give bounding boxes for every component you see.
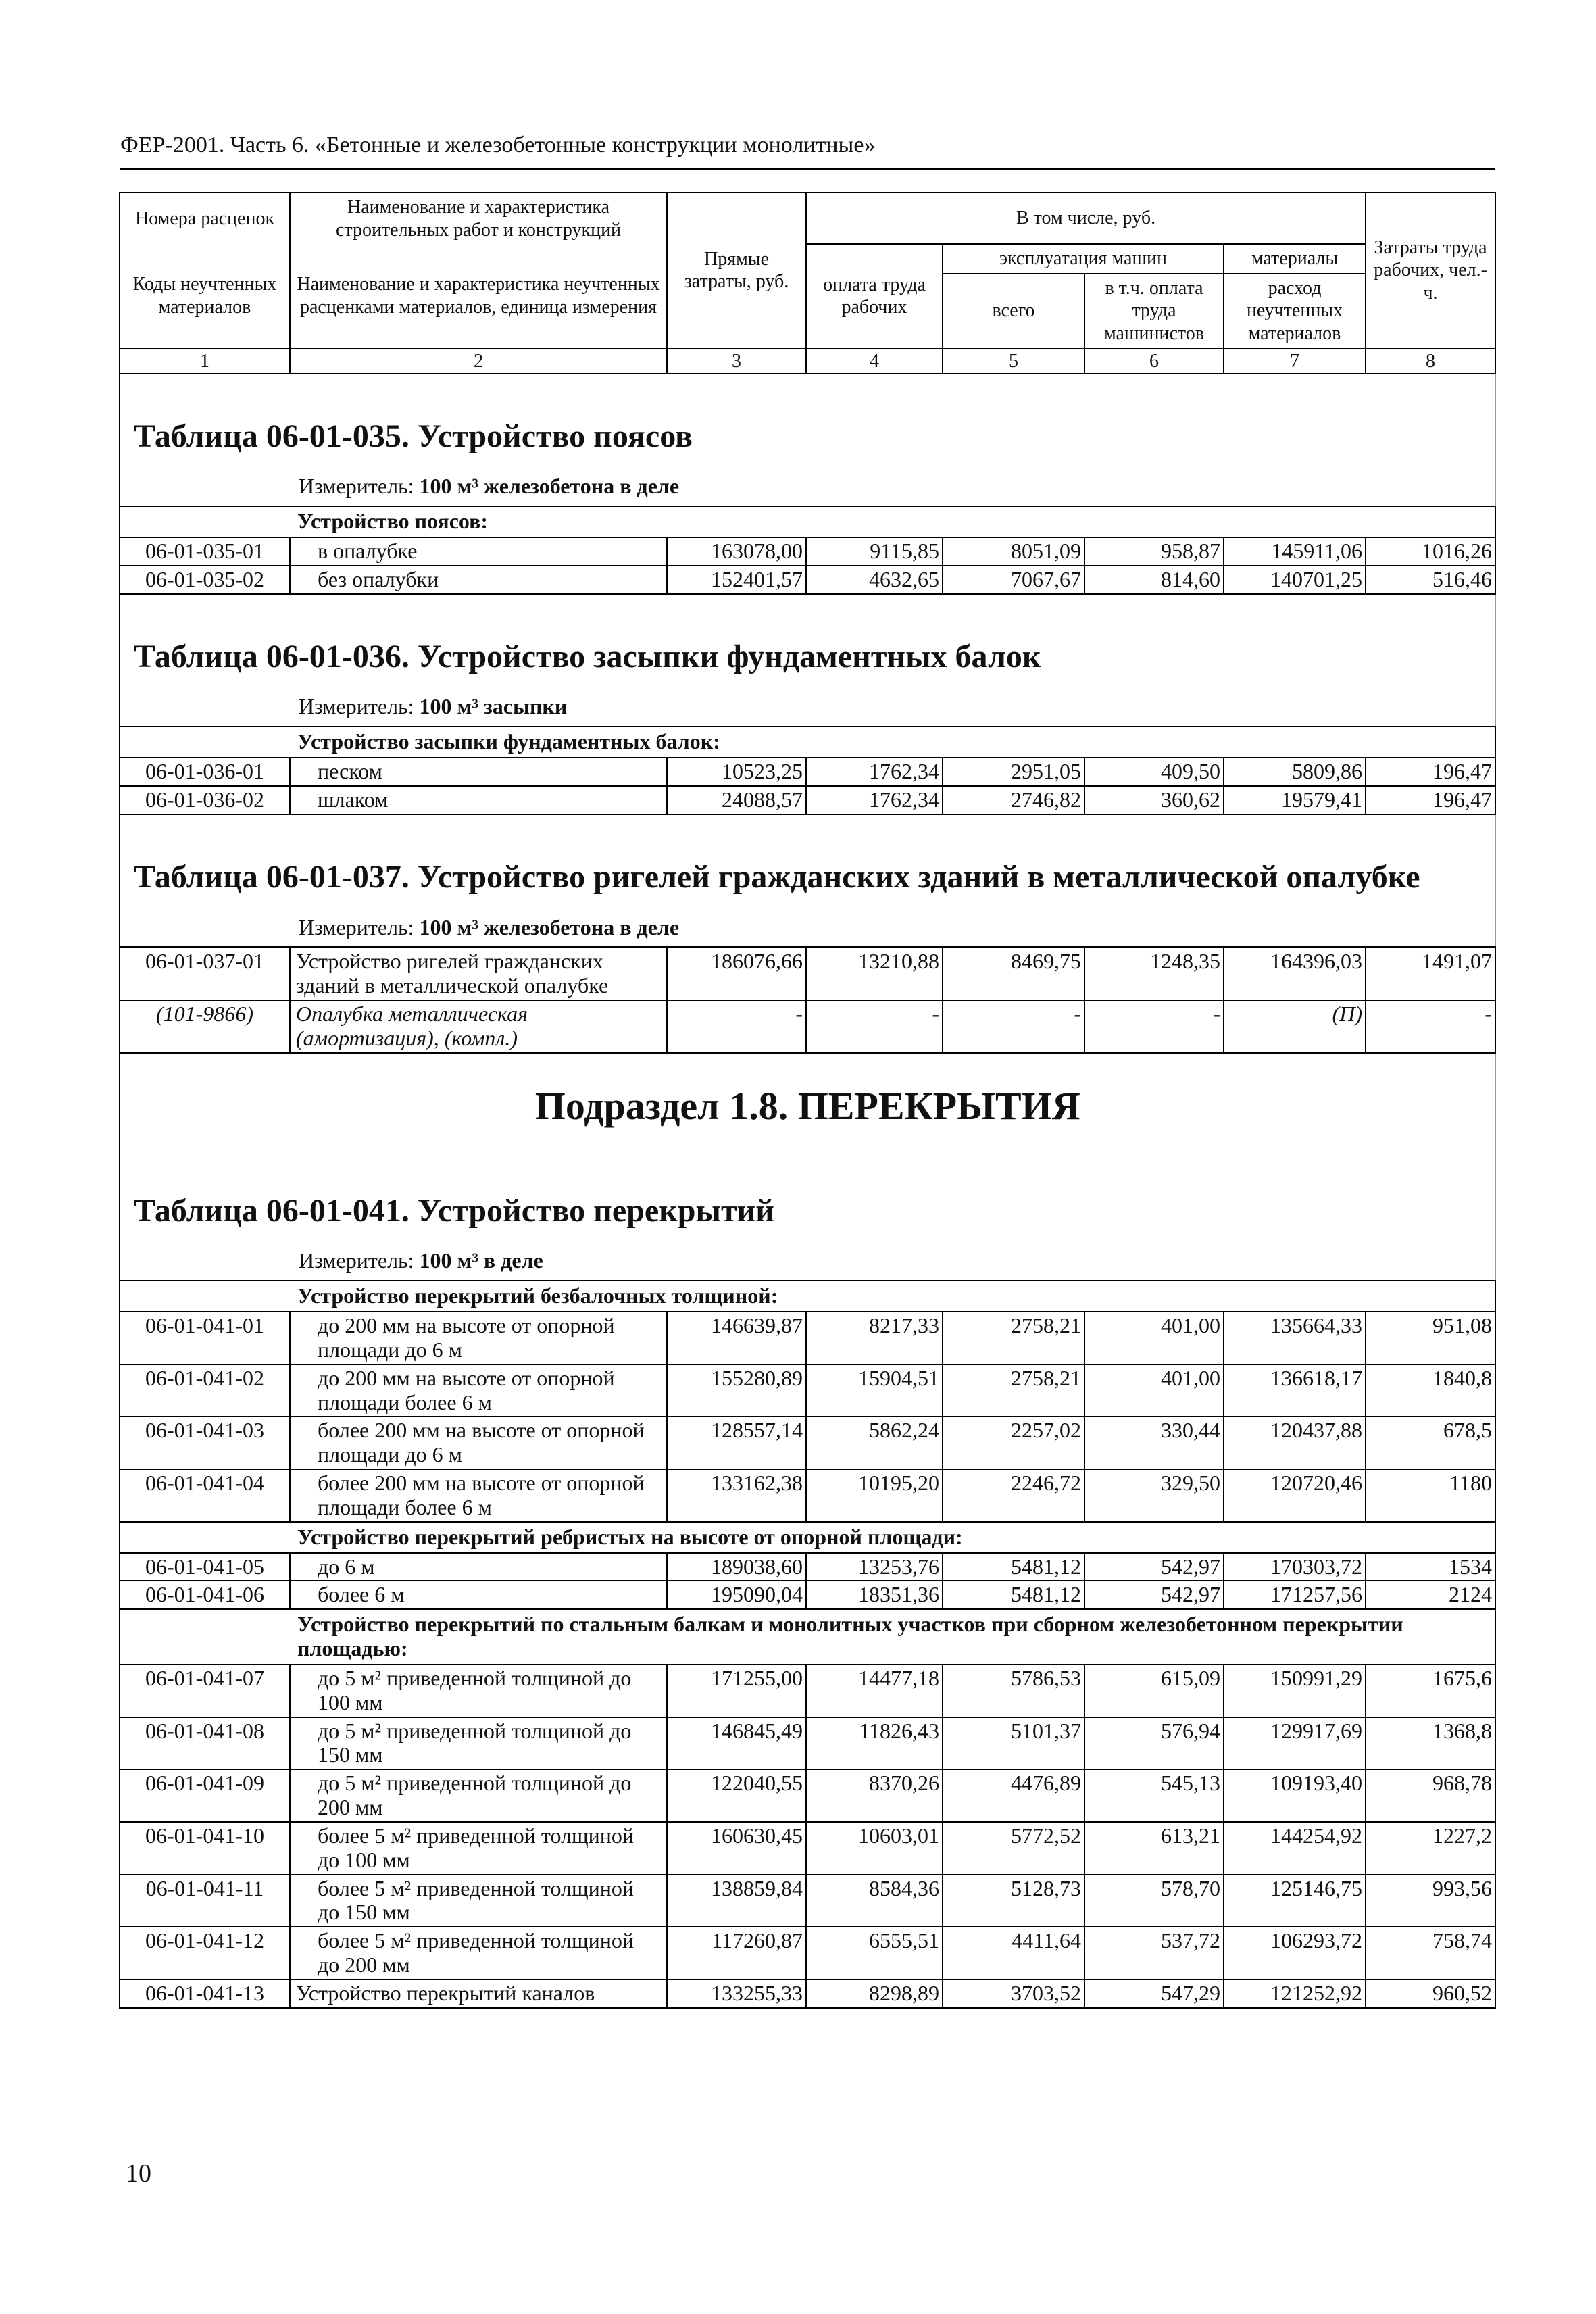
value-c4: 13210,88 bbox=[806, 947, 943, 1000]
table-body bbox=[120, 193, 1495, 2008]
value-c7: 19579,41 bbox=[1224, 786, 1366, 814]
header-col2-bottom: Наименование и характеристика неучтенных расценками материалов, единица измерения bbox=[290, 244, 667, 348]
value-c6: 329,50 bbox=[1084, 1469, 1224, 1522]
rate-name: Устройство ригелей гражданских зданий в металлической опалубке bbox=[290, 947, 667, 1000]
group-heading: Устройство перекрытий безбалочных толщиной: bbox=[120, 1281, 1495, 1312]
rate-name: до 200 мм на высоте от опорной площади до 6 м bbox=[290, 1312, 667, 1364]
rate-code: 06-01-041-01 bbox=[120, 1312, 290, 1364]
value-c7: 144254,92 bbox=[1224, 1822, 1366, 1875]
value-c4: 13253,76 bbox=[806, 1553, 943, 1581]
value-c5: 5786,53 bbox=[943, 1665, 1084, 1717]
value-c4: 10195,20 bbox=[806, 1469, 943, 1522]
value-c7: 129917,69 bbox=[1224, 1717, 1366, 1770]
value-c7: 145911,06 bbox=[1224, 537, 1366, 566]
table-row bbox=[120, 1312, 1495, 1364]
rate-name: более 5 м² приведенной толщиной до 100 мм bbox=[290, 1822, 667, 1875]
rate-code: 06-01-041-07 bbox=[120, 1665, 290, 1717]
table-row bbox=[120, 1717, 1495, 1770]
value-c3: 10523,25 bbox=[667, 758, 806, 786]
value-c7: 164396,03 bbox=[1224, 947, 1366, 1000]
rate-name: Устройство перекрытий каналов bbox=[290, 1979, 667, 2008]
rate-name: до 5 м² приведенной толщиной до 200 мм bbox=[290, 1769, 667, 1822]
value-c8: 1227,2 bbox=[1366, 1822, 1495, 1875]
meter-036 bbox=[120, 688, 1495, 727]
group-heading: Устройство засыпки фундаментных балок: bbox=[120, 727, 1495, 758]
meter-037 bbox=[120, 909, 1495, 947]
value-c5: 7067,67 bbox=[943, 566, 1084, 594]
meter-label: Измеритель: bbox=[299, 1248, 414, 1273]
value-c5: 2758,21 bbox=[943, 1364, 1084, 1417]
group-heading-row bbox=[120, 1609, 1495, 1665]
value-c3: 24088,57 bbox=[667, 786, 806, 814]
group-heading: Устройство перекрытий по стальным балкам и монолитных участков при сборном железобетонном перекрытии площадью: bbox=[120, 1609, 1495, 1665]
value-c7: (П) bbox=[1224, 1000, 1366, 1053]
table-title-041-row bbox=[120, 1149, 1495, 1243]
column-numbers-row bbox=[120, 349, 1495, 374]
table-title-036-row bbox=[120, 594, 1495, 689]
value-c4: 10603,01 bbox=[806, 1822, 943, 1875]
value-c5: 4411,64 bbox=[943, 1927, 1084, 1979]
value-c4: 8584,36 bbox=[806, 1875, 943, 1927]
header-labor: Затраты труда рабочих, чел.-ч. bbox=[1366, 193, 1495, 349]
value-c5: 3703,52 bbox=[943, 1979, 1084, 2008]
rate-name: Опалубка металлическая (амортизация), (компл.) bbox=[290, 1000, 667, 1053]
value-c6: 576,94 bbox=[1084, 1717, 1224, 1770]
value-c7: 171257,56 bbox=[1224, 1581, 1366, 1609]
group-heading-row bbox=[120, 506, 1495, 537]
value-c7: 150991,29 bbox=[1224, 1665, 1366, 1717]
rate-name: более 6 м bbox=[290, 1581, 667, 1609]
meter-value: 100 м³ железобетона в деле bbox=[419, 474, 680, 499]
value-c4: 9115,85 bbox=[806, 537, 943, 566]
value-c6: 401,00 bbox=[1084, 1364, 1224, 1417]
value-c6: 542,97 bbox=[1084, 1581, 1224, 1609]
value-c3: 163078,00 bbox=[667, 537, 806, 566]
value-c7: 125146,75 bbox=[1224, 1875, 1366, 1927]
meter-036-row bbox=[120, 688, 1495, 727]
table-title-037: Таблица 06-01-037. Устройство ригелей гражданских зданий в металлической опалубке bbox=[120, 814, 1495, 909]
rate-name: без опалубки bbox=[290, 566, 667, 594]
value-c6: 1248,35 bbox=[1084, 947, 1224, 1000]
value-c8: 993,56 bbox=[1366, 1875, 1495, 1927]
value-c4: 8298,89 bbox=[806, 1979, 943, 2008]
value-c3: 171255,00 bbox=[667, 1665, 806, 1717]
value-c5: 2758,21 bbox=[943, 1312, 1084, 1364]
column-number: 4 bbox=[806, 349, 943, 374]
header-materials: материалы bbox=[1224, 244, 1366, 274]
table-row bbox=[120, 1875, 1495, 1927]
meter-label: Измеритель: bbox=[299, 914, 414, 939]
value-c4: 8217,33 bbox=[806, 1312, 943, 1364]
rate-name: до 200 мм на высоте от опорной площади более 6 м bbox=[290, 1364, 667, 1417]
rate-name: до 6 м bbox=[290, 1553, 667, 1581]
value-c6: 615,09 bbox=[1084, 1665, 1224, 1717]
value-c8: 1534 bbox=[1366, 1553, 1495, 1581]
value-c3: 122040,55 bbox=[667, 1769, 806, 1822]
header-machines-total: всего bbox=[943, 274, 1084, 349]
rate-name: в опалубке bbox=[290, 537, 667, 566]
table-row bbox=[120, 1665, 1495, 1717]
rate-code: 06-01-041-13 bbox=[120, 1979, 290, 2008]
value-c8: 196,47 bbox=[1366, 758, 1495, 786]
value-c5: 5772,52 bbox=[943, 1822, 1084, 1875]
page-number: 10 bbox=[126, 2159, 151, 2188]
table-title-041: Таблица 06-01-041. Устройство перекрытий bbox=[120, 1149, 1495, 1243]
rate-name: более 5 м² приведенной толщиной до 200 мм bbox=[290, 1927, 667, 1979]
header-row-1 bbox=[120, 193, 1495, 244]
value-c8: 968,78 bbox=[1366, 1769, 1495, 1822]
rate-code: 06-01-041-06 bbox=[120, 1581, 290, 1609]
value-c4: 8370,26 bbox=[806, 1769, 943, 1822]
value-c4: 18351,36 bbox=[806, 1581, 943, 1609]
rate-name: песком bbox=[290, 758, 667, 786]
value-c8: 1675,6 bbox=[1366, 1665, 1495, 1717]
price-table bbox=[119, 192, 1496, 2009]
value-c7: 121252,92 bbox=[1224, 1979, 1366, 2008]
value-c3: 160630,45 bbox=[667, 1822, 806, 1875]
value-c3: - bbox=[667, 1000, 806, 1053]
table-row bbox=[120, 786, 1495, 814]
value-c7: 5809,86 bbox=[1224, 758, 1366, 786]
value-c4: - bbox=[806, 1000, 943, 1053]
group-heading-row bbox=[120, 1281, 1495, 1312]
value-c6: 545,13 bbox=[1084, 1769, 1224, 1822]
column-number: 8 bbox=[1366, 349, 1495, 374]
meter-label: Измеритель: bbox=[299, 474, 414, 499]
value-c8: 1016,26 bbox=[1366, 537, 1495, 566]
value-c3: 138859,84 bbox=[667, 1875, 806, 1927]
header-wages: оплата труда рабочих bbox=[806, 244, 943, 348]
rate-code: 06-01-041-10 bbox=[120, 1822, 290, 1875]
value-c3: 133162,38 bbox=[667, 1469, 806, 1522]
value-c3: 128557,14 bbox=[667, 1417, 806, 1469]
table-row bbox=[120, 947, 1495, 1000]
header-row-2 bbox=[120, 244, 1495, 274]
rate-code: 06-01-035-02 bbox=[120, 566, 290, 594]
rate-code: 06-01-041-03 bbox=[120, 1417, 290, 1469]
rate-name: шлаком bbox=[290, 786, 667, 814]
value-c5: 5481,12 bbox=[943, 1553, 1084, 1581]
value-c6: - bbox=[1084, 1000, 1224, 1053]
rate-name: до 5 м² приведенной толщиной до 100 мм bbox=[290, 1665, 667, 1717]
rate-code: 06-01-041-11 bbox=[120, 1875, 290, 1927]
value-c5: 8469,75 bbox=[943, 947, 1084, 1000]
value-c6: 542,97 bbox=[1084, 1553, 1224, 1581]
value-c6: 547,29 bbox=[1084, 1979, 1224, 2008]
value-c7: 135664,33 bbox=[1224, 1312, 1366, 1364]
group-heading-row bbox=[120, 1522, 1495, 1553]
value-c7: 106293,72 bbox=[1224, 1927, 1366, 1979]
table-row bbox=[120, 537, 1495, 566]
value-c6: 958,87 bbox=[1084, 537, 1224, 566]
value-c7: 120720,46 bbox=[1224, 1469, 1366, 1522]
value-c3: 146845,49 bbox=[667, 1717, 806, 1770]
value-c8: 951,08 bbox=[1366, 1312, 1495, 1364]
value-c4: 1762,34 bbox=[806, 786, 943, 814]
value-c4: 11826,43 bbox=[806, 1717, 943, 1770]
meter-value: 100 м³ в деле bbox=[419, 1248, 543, 1273]
value-c7: 170303,72 bbox=[1224, 1553, 1366, 1581]
header-col1-bottom: Коды неучтенных материалов bbox=[120, 244, 290, 348]
meter-035-row bbox=[120, 468, 1495, 506]
rate-code: 06-01-037-01 bbox=[120, 947, 290, 1000]
meter-label: Измеритель: bbox=[299, 694, 414, 719]
rate-code: 06-01-041-05 bbox=[120, 1553, 290, 1581]
value-c3: 155280,89 bbox=[667, 1364, 806, 1417]
value-c6: 578,70 bbox=[1084, 1875, 1224, 1927]
meter-041-row bbox=[120, 1242, 1495, 1281]
header-col2-top: Наименование и характеристика строительных работ и конструкций bbox=[290, 193, 667, 244]
value-c4: 6555,51 bbox=[806, 1927, 943, 1979]
column-number: 2 bbox=[290, 349, 667, 374]
header-direct-costs: Прямые затраты, руб. bbox=[667, 193, 806, 349]
value-c4: 15904,51 bbox=[806, 1364, 943, 1417]
rate-code: 06-01-035-01 bbox=[120, 537, 290, 566]
table-row bbox=[120, 758, 1495, 786]
table-title-035: Таблица 06-01-035. Устройство поясов bbox=[120, 374, 1495, 468]
value-c8: 516,46 bbox=[1366, 566, 1495, 594]
value-c8: 960,52 bbox=[1366, 1979, 1495, 2008]
value-c5: - bbox=[943, 1000, 1084, 1053]
header-machines-incl: в т.ч. оплата труда машинистов bbox=[1084, 274, 1224, 349]
table-row bbox=[120, 1979, 1495, 2008]
value-c4: 14477,18 bbox=[806, 1665, 943, 1717]
value-c6: 360,62 bbox=[1084, 786, 1224, 814]
column-number: 7 bbox=[1224, 349, 1366, 374]
value-c3: 152401,57 bbox=[667, 566, 806, 594]
value-c8: 758,74 bbox=[1366, 1927, 1495, 1979]
value-c5: 5101,37 bbox=[943, 1717, 1084, 1770]
rate-name: более 200 мм на высоте от опорной площади более 6 м bbox=[290, 1469, 667, 1522]
meter-value: 100 м³ железобетона в деле bbox=[419, 914, 680, 939]
value-c8: 196,47 bbox=[1366, 786, 1495, 814]
value-c5: 4476,89 bbox=[943, 1769, 1084, 1822]
header-including: В том числе, руб. bbox=[806, 193, 1366, 244]
value-c7: 140701,25 bbox=[1224, 566, 1366, 594]
running-header: ФЕР-2001. Часть 6. «Бетонные и железобетонные конструкции монолитные» bbox=[120, 132, 876, 157]
value-c5: 2746,82 bbox=[943, 786, 1084, 814]
value-c5: 2257,02 bbox=[943, 1417, 1084, 1469]
material-row bbox=[120, 1000, 1495, 1053]
value-c8: 678,5 bbox=[1366, 1417, 1495, 1469]
value-c8: 1840,8 bbox=[1366, 1364, 1495, 1417]
rate-code: 06-01-041-09 bbox=[120, 1769, 290, 1822]
value-c3: 195090,04 bbox=[667, 1581, 806, 1609]
rate-name: более 200 мм на высоте от опорной площади до 6 м bbox=[290, 1417, 667, 1469]
rate-code: 06-01-041-04 bbox=[120, 1469, 290, 1522]
table-row bbox=[120, 1769, 1495, 1822]
header-col1-top: Номера расценок bbox=[120, 193, 290, 244]
table-row bbox=[120, 1469, 1495, 1522]
rate-name: более 5 м² приведенной толщиной до 150 мм bbox=[290, 1875, 667, 1927]
value-c8: - bbox=[1366, 1000, 1495, 1053]
column-number: 1 bbox=[120, 349, 290, 374]
column-number: 3 bbox=[667, 349, 806, 374]
table-title-037-row bbox=[120, 814, 1495, 909]
value-c8: 2124 bbox=[1366, 1581, 1495, 1609]
meter-041 bbox=[120, 1242, 1495, 1281]
group-heading-row bbox=[120, 727, 1495, 758]
value-c3: 117260,87 bbox=[667, 1927, 806, 1979]
table-title-036: Таблица 06-01-036. Устройство засыпки фундаментных балок bbox=[120, 594, 1495, 689]
value-c6: 613,21 bbox=[1084, 1822, 1224, 1875]
rate-code: 06-01-041-08 bbox=[120, 1717, 290, 1770]
rate-name: до 5 м² приведенной толщиной до 150 мм bbox=[290, 1717, 667, 1770]
rate-code: 06-01-036-02 bbox=[120, 786, 290, 814]
group-heading: Устройство перекрытий ребристых на высоте от опорной площади: bbox=[120, 1522, 1495, 1553]
column-number: 5 bbox=[943, 349, 1084, 374]
value-c5: 2951,05 bbox=[943, 758, 1084, 786]
value-c4: 5862,24 bbox=[806, 1417, 943, 1469]
table-row bbox=[120, 566, 1495, 594]
value-c6: 401,00 bbox=[1084, 1312, 1224, 1364]
value-c7: 136618,17 bbox=[1224, 1364, 1366, 1417]
value-c3: 146639,87 bbox=[667, 1312, 806, 1364]
value-c3: 186076,66 bbox=[667, 947, 806, 1000]
value-c4: 1762,34 bbox=[806, 758, 943, 786]
value-c5: 2246,72 bbox=[943, 1469, 1084, 1522]
rate-code: (101-9866) bbox=[120, 1000, 290, 1053]
value-c4: 4632,65 bbox=[806, 566, 943, 594]
value-c8: 1180 bbox=[1366, 1469, 1495, 1522]
rate-code: 06-01-041-02 bbox=[120, 1364, 290, 1417]
table-row bbox=[120, 1364, 1495, 1417]
value-c8: 1368,8 bbox=[1366, 1717, 1495, 1770]
table-row bbox=[120, 1927, 1495, 1979]
value-c5: 5481,12 bbox=[943, 1581, 1084, 1609]
table-row bbox=[120, 1553, 1495, 1581]
table-row bbox=[120, 1581, 1495, 1609]
value-c6: 814,60 bbox=[1084, 566, 1224, 594]
subsection-row bbox=[120, 1053, 1495, 1149]
column-number: 6 bbox=[1084, 349, 1224, 374]
meter-value: 100 м³ засыпки bbox=[419, 694, 568, 719]
header-rule bbox=[120, 168, 1495, 170]
value-c3: 189038,60 bbox=[667, 1553, 806, 1581]
value-c6: 409,50 bbox=[1084, 758, 1224, 786]
value-c5: 8051,09 bbox=[943, 537, 1084, 566]
value-c6: 537,72 bbox=[1084, 1927, 1224, 1979]
group-heading: Устройство поясов: bbox=[120, 506, 1495, 537]
meter-037-row bbox=[120, 909, 1495, 947]
value-c3: 133255,33 bbox=[667, 1979, 806, 2008]
value-c6: 330,44 bbox=[1084, 1417, 1224, 1469]
header-machines: эксплуатация машин bbox=[943, 244, 1224, 274]
rate-code: 06-01-036-01 bbox=[120, 758, 290, 786]
table-row bbox=[120, 1417, 1495, 1469]
subsection-title: Подраздел 1.8. ПЕРЕКРЫТИЯ bbox=[120, 1053, 1495, 1149]
value-c5: 5128,73 bbox=[943, 1875, 1084, 1927]
rate-code: 06-01-041-12 bbox=[120, 1927, 290, 1979]
value-c8: 1491,07 bbox=[1366, 947, 1495, 1000]
table-row bbox=[120, 1822, 1495, 1875]
value-c7: 120437,88 bbox=[1224, 1417, 1366, 1469]
table-title-035-row bbox=[120, 374, 1495, 468]
header-materials-sub: расход неучтенных материалов bbox=[1224, 274, 1366, 349]
meter-035 bbox=[120, 468, 1495, 506]
value-c7: 109193,40 bbox=[1224, 1769, 1366, 1822]
